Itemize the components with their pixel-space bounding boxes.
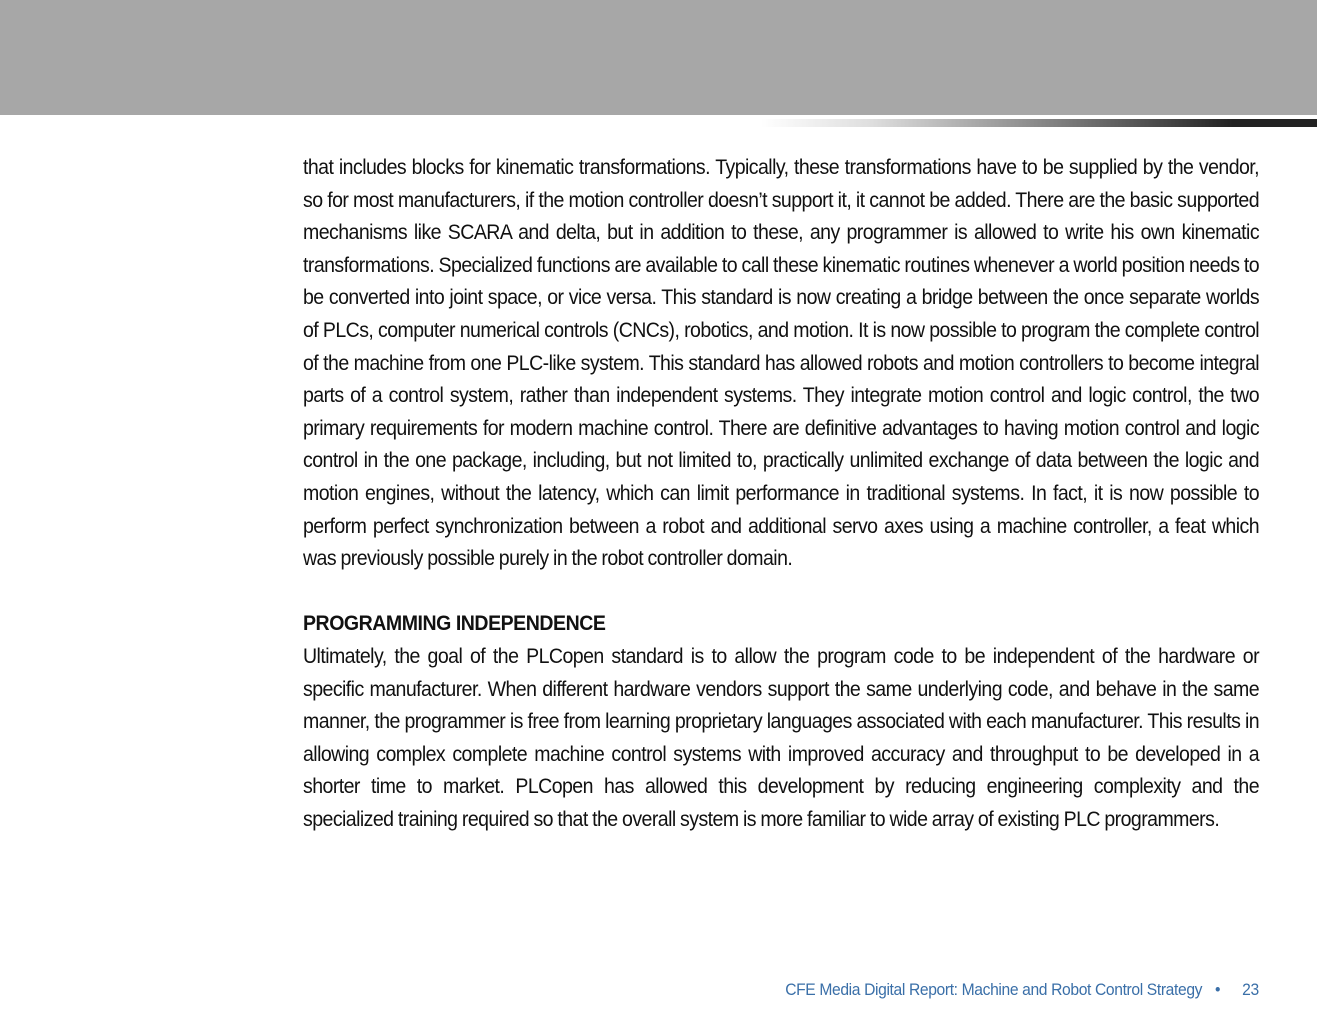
body-paragraph-2: Ultimately, the goal of the PLCopen standard is to allow the program code to be independent of the hardware or specific manufacturer. When different hardware vendors support the same underlying code, and behave in the same manner, the programmer is free from learning proprietary languages associated with each manufacturer. This results in allowing complex complete machine control systems with improved accuracy and throughput to be developed in a shorter time to market. PLCopen has allowed this development by reducing engineering complexity and the specialized training required so that the overall system is more familiar to wide array of existing PLC programmers.: [303, 644, 1260, 831]
footer-publication-title: CFE Media Digital Report: Machine and Robot Control Strategy: [785, 980, 1203, 999]
header-gradient-rule: [760, 119, 1317, 127]
paragraph-spacer: [303, 576, 1259, 609]
article-body: [303, 152, 1259, 836]
header-band: [0, 0, 1317, 115]
page-number: 23: [1242, 980, 1259, 999]
body-paragraph-1: that includes blocks for kinematic transformations. Typically, these transformations have to be supplied by the vendor, so for most manufacturers, if the motion controller doesn’t support it, it cannot be added. There are the basic supported mechanisms like SCARA and delta, but in addition to these, any programmer is allowed to write his own kinematic transformations. Specialized functions are available to call these kinematic routines whenever a world position needs to be converted into joint space, or vice versa. This standard is now creating a bridge between the once separate worlds of PLCs, computer numerical controls (CNCs), robotics, and motion. It is now possible to program the complete control of the machine from one PLC-like system. This standard has allowed robots and motion controllers to become integral parts of a control system, rather than independent systems. They integrate motion control and logic control, the two primary requirements for modern machine control. There are definitive advantages to having motion control and logic control in the one package, including, but not limited to, practically unlimited exchange of data between the logic and motion engines, without the latency, which can limit performance in traditional systems. In fact, it is now possible to perform perfect synchronization between a robot and additional servo axes using a machine controller, a feat which was previously possible purely in the robot controller domain.: [303, 156, 1260, 571]
page-footer: [785, 978, 1259, 1002]
footer-separator: •: [1215, 980, 1221, 999]
section-heading: PROGRAMMING INDEPENDENCE: [303, 612, 606, 636]
